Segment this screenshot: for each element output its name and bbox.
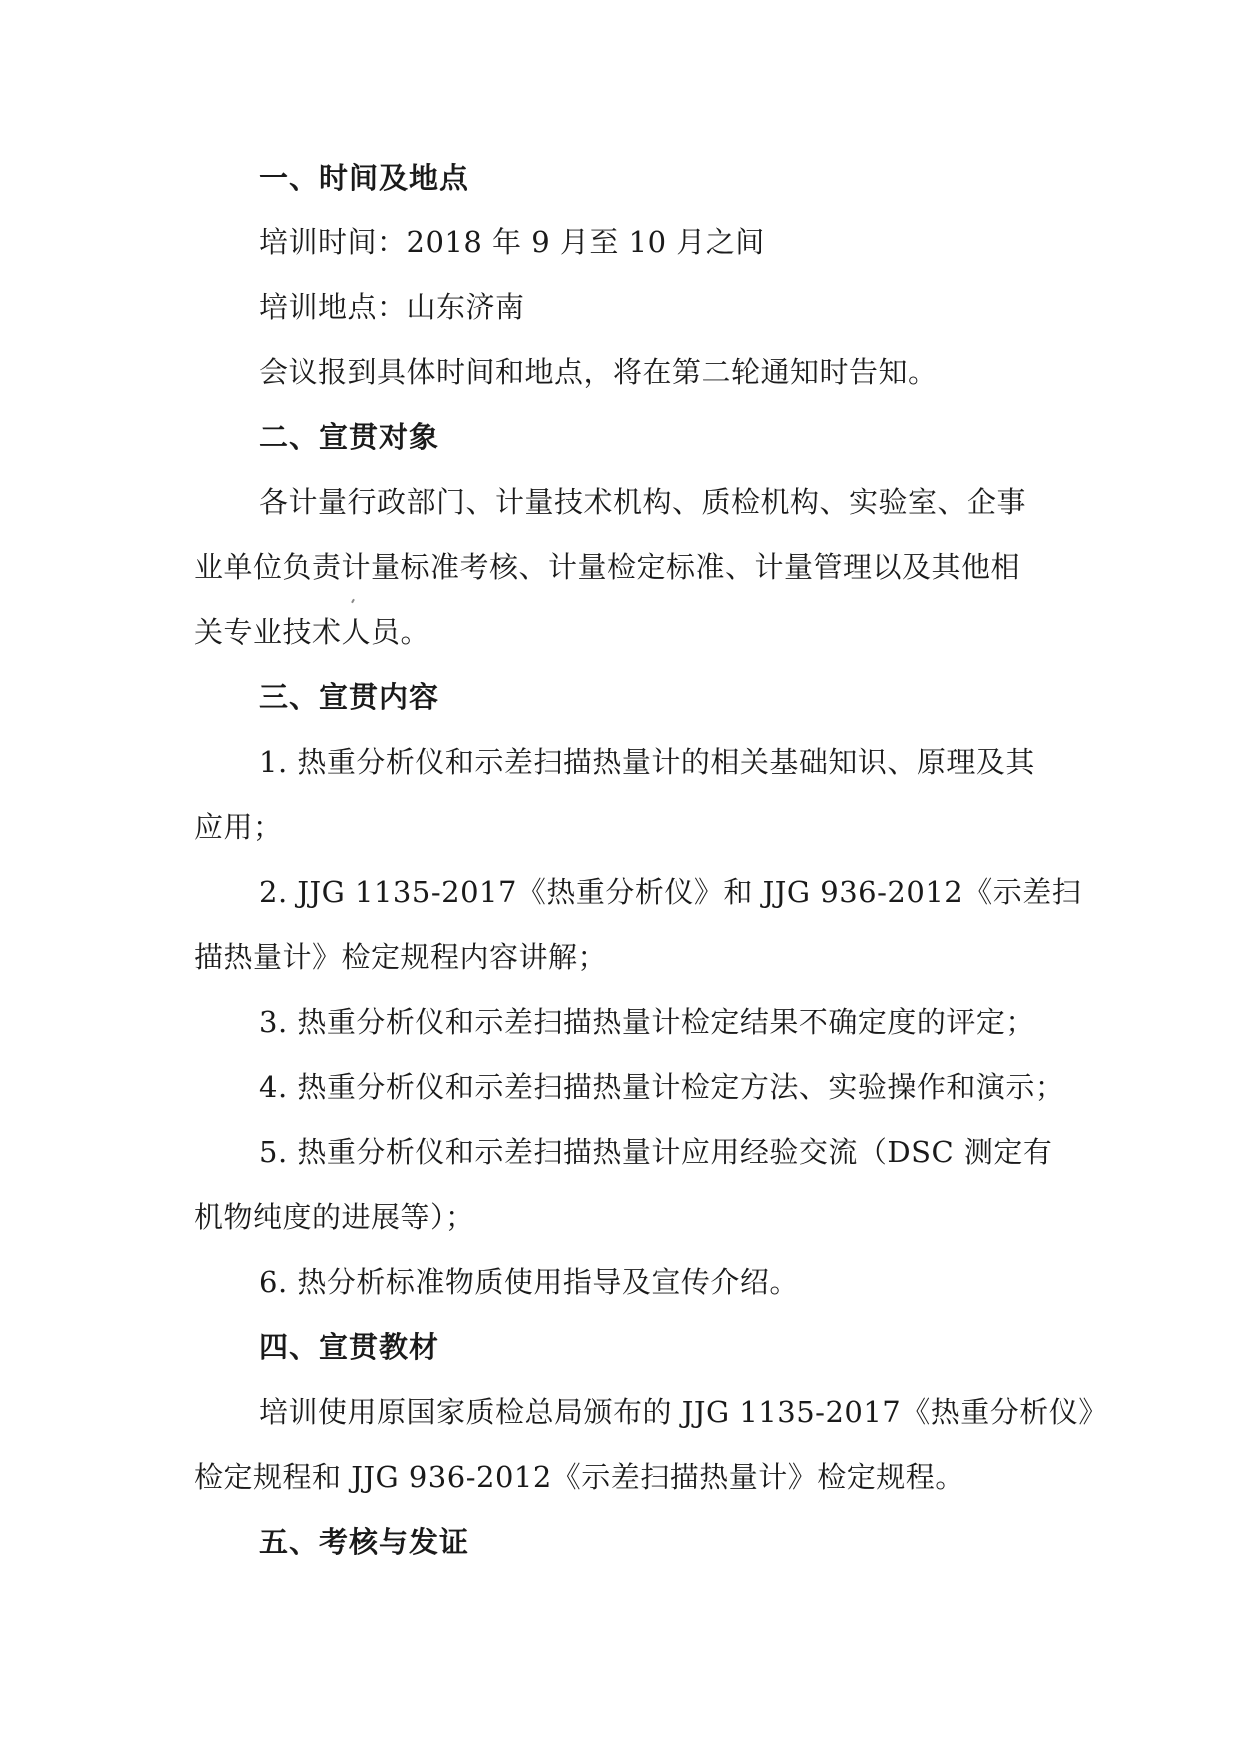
section-heading-time-place: 一、时间及地点 (259, 161, 470, 195)
materials-text-line: 检定规程和 JJG 936-2012《示差扫描热量计》检定规程。 (194, 1460, 965, 1494)
content-list-item-continued: 机物纯度的进展等）； (194, 1200, 475, 1234)
materials-text-line: 培训使用原国家质检总局颁布的 JJG 1135-2017《热重分析仪》 (259, 1395, 1108, 1429)
content-list-item: 1. 热重分析仪和示差扫描热量计的相关基础知识、原理及其 (259, 745, 1035, 779)
content-list-item: 3. 热重分析仪和示差扫描热量计检定结果不确定度的评定； (259, 1005, 1035, 1039)
audience-text-line: 业单位负责计量标准考核、计量检定标准、计量管理以及其他相 (194, 550, 1021, 584)
training-place: 培训地点：山东济南 (259, 290, 525, 324)
content-list-item: 6. 热分析标准物质使用指导及宣传介绍。 (259, 1265, 799, 1299)
training-time: 培训时间：2018 年 9 月至 10 月之间 (259, 225, 765, 259)
scan-speck (351, 599, 355, 603)
section-heading-content: 三、宣贯内容 (259, 680, 440, 714)
content-list-item-continued: 应用； (194, 810, 283, 844)
section-heading-assessment: 五、考核与发证 (259, 1525, 470, 1559)
registration-note: 会议报到具体时间和地点，将在第二轮通知时告知。 (259, 355, 938, 389)
content-list-item: 4. 热重分析仪和示差扫描热量计检定方法、实验操作和演示； (259, 1070, 1065, 1104)
content-list-item: 2. JJG 1135-2017《热重分析仪》和 JJG 936-2012《示差扫 (259, 875, 1082, 909)
content-list-item: 5. 热重分析仪和示差扫描热量计应用经验交流（DSC 测定有 (259, 1135, 1053, 1169)
section-heading-audience: 二、宣贯对象 (259, 420, 440, 454)
content-list-item-continued: 描热量计》检定规程内容讲解； (194, 940, 608, 974)
audience-text-line: 关专业技术人员。 (194, 615, 431, 649)
audience-text-line: 各计量行政部门、计量技术机构、质检机构、实验室、企事 (259, 485, 1027, 519)
section-heading-materials: 四、宣贯教材 (259, 1330, 440, 1364)
